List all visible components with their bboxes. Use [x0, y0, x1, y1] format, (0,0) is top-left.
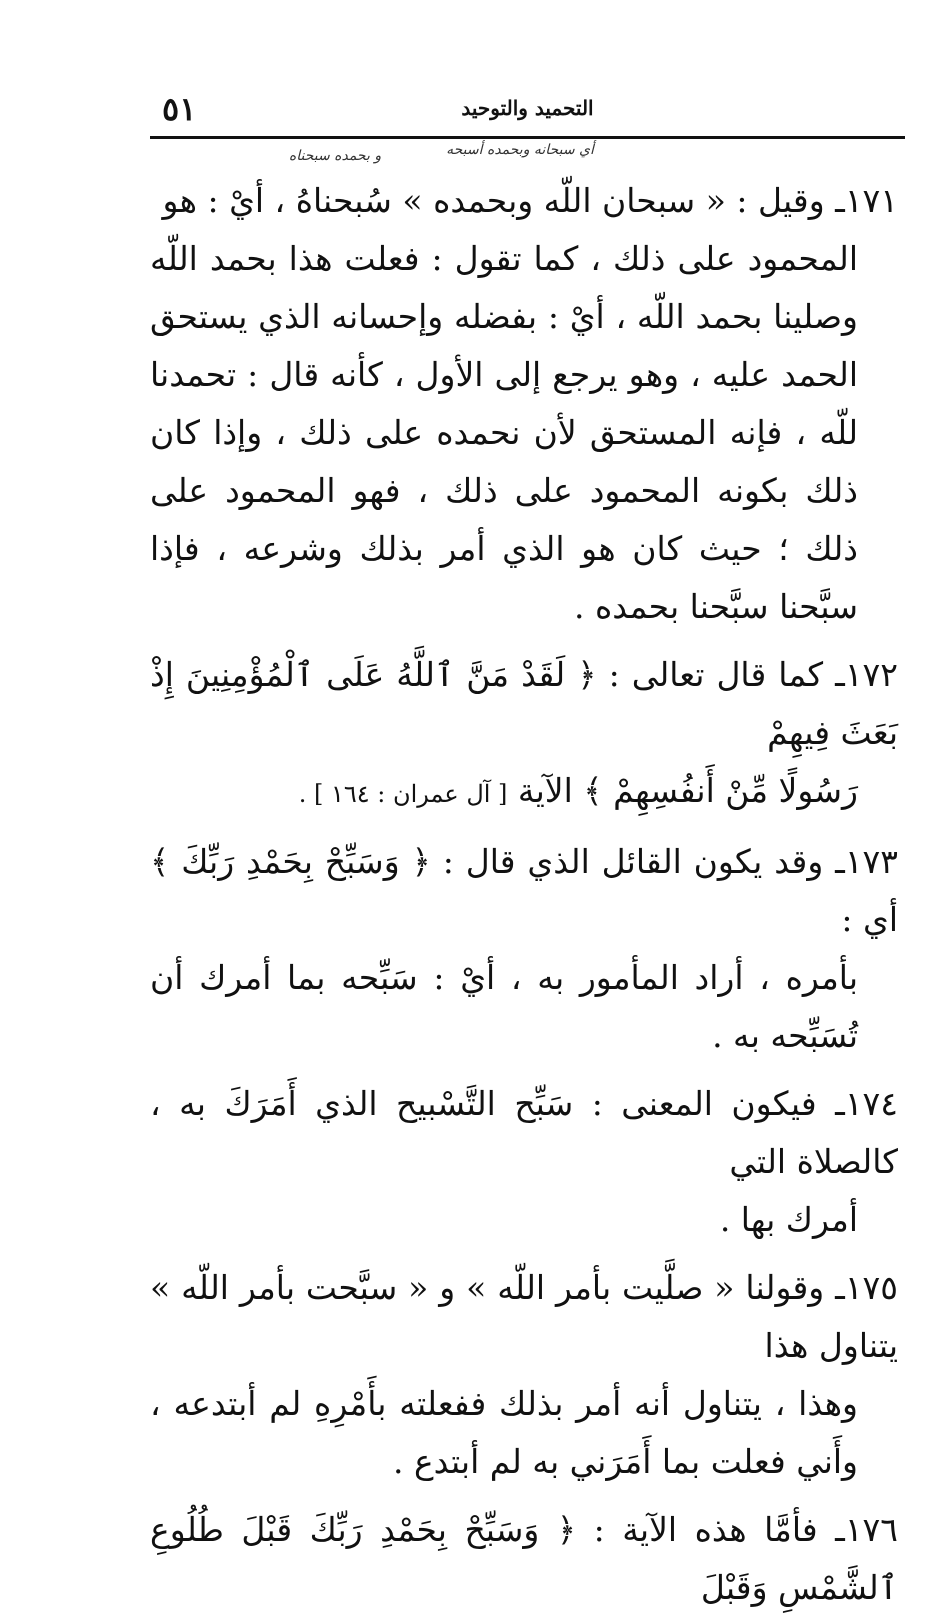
paragraph-175 [150, 1259, 898, 1491]
paragraph-continuation: وهذا ، يتناول أنه أمر بذلك ففعلته بأَمْرِهِ لم أبتدعه ، وأَني فعلت بما أَمَرَني به لم أبتدع . [150, 1384, 858, 1481]
paragraph-continuation: المحمود على ذلك ، كما تقول : فعلت هذا بحمد اللّه وصلينا بحمد اللّه ، أيْ : بفضله وإحسانه الذي يستحق الحمد عليه ، وهو يرجع إلى الأول ، كأنه قال : تحمدنا للّه ، فإنه المستحق لأن نحمده على ذلك ، وإذا كان ذلك بكونه المحمود على ذلك ، فهو المحمود على ذلك ؛ حيث كان هو الذي أمر بذلك وشرعه ، فإذا سبَّحنا سبَّحنا بحمده . [150, 239, 858, 626]
paragraph-174 [150, 1075, 898, 1249]
paragraph-172 [150, 646, 898, 823]
paragraph-continuation [150, 762, 898, 823]
paragraph-171 [150, 172, 898, 636]
paragraph-173 [150, 833, 898, 1065]
paragraph-first-line: ١٧٦ـ فأمَّا هذه الآية : ﴿ وَسَبِّحْ بِحَمْدِ رَبِّكَ قَبْلَ طُلُوعِ ٱلشَّمْسِ وَقَبْلَ [150, 1510, 898, 1607]
paragraph-first-line: ١٧٤ـ فيكون المعنى : سَبِّح التَّسْبيح الذي أَمَرَكَ به ، كالصلاة التي [150, 1084, 898, 1181]
running-title: التحميد والتوحيد [461, 96, 594, 120]
handwritten-margin-note: و بحمده سبحناه [288, 148, 382, 164]
paragraph-continuation: بأمره ، أراد المأمور به ، أيْ : سَبِّحه بما أمرك أن تُسَبِّحه به . [150, 958, 858, 1055]
paragraph-first-line: ١٧١ـ وقيل : « سبحان اللّه وبحمده » سُبحناهُ ، أيْ : هو [162, 181, 898, 220]
paragraph-continuation: أمرك بها . [719, 1200, 858, 1239]
verse-citation: [ آل عمران : ١٦٤ ] . [298, 780, 508, 808]
paragraph-first-line: ١٧٢ـ كما قال تعالى : ﴿ لَقَدْ مَنَّ ٱللَّهُ عَلَى ٱلْمُؤْمِنِينَ إِذْ بَعَثَ فِيهِمْ [150, 655, 898, 752]
quran-verse-end: رَسُولًا مِّنْ أَنفُسِهِمْ ﴾ الآية [517, 771, 858, 810]
handwritten-margin-note: أي سبحانه وبحمده أسبحه [446, 142, 594, 158]
page-number: ٥١ [162, 90, 197, 128]
paragraph-first-line: ١٧٥ـ وقولنا « صلَّيت بأمر اللّه » و « سبَّحت بأمر اللّه » يتناول هذا [150, 1268, 898, 1365]
page-header [150, 88, 905, 139]
paragraph-first-line: ١٧٣ـ وقد يكون القائل الذي قال : ﴿ وَسَبِّحْ بِحَمْدِ رَبِّكَ ﴾ أي : [150, 842, 898, 939]
paragraph-176 [150, 1501, 898, 1617]
page-body [150, 172, 898, 1617]
